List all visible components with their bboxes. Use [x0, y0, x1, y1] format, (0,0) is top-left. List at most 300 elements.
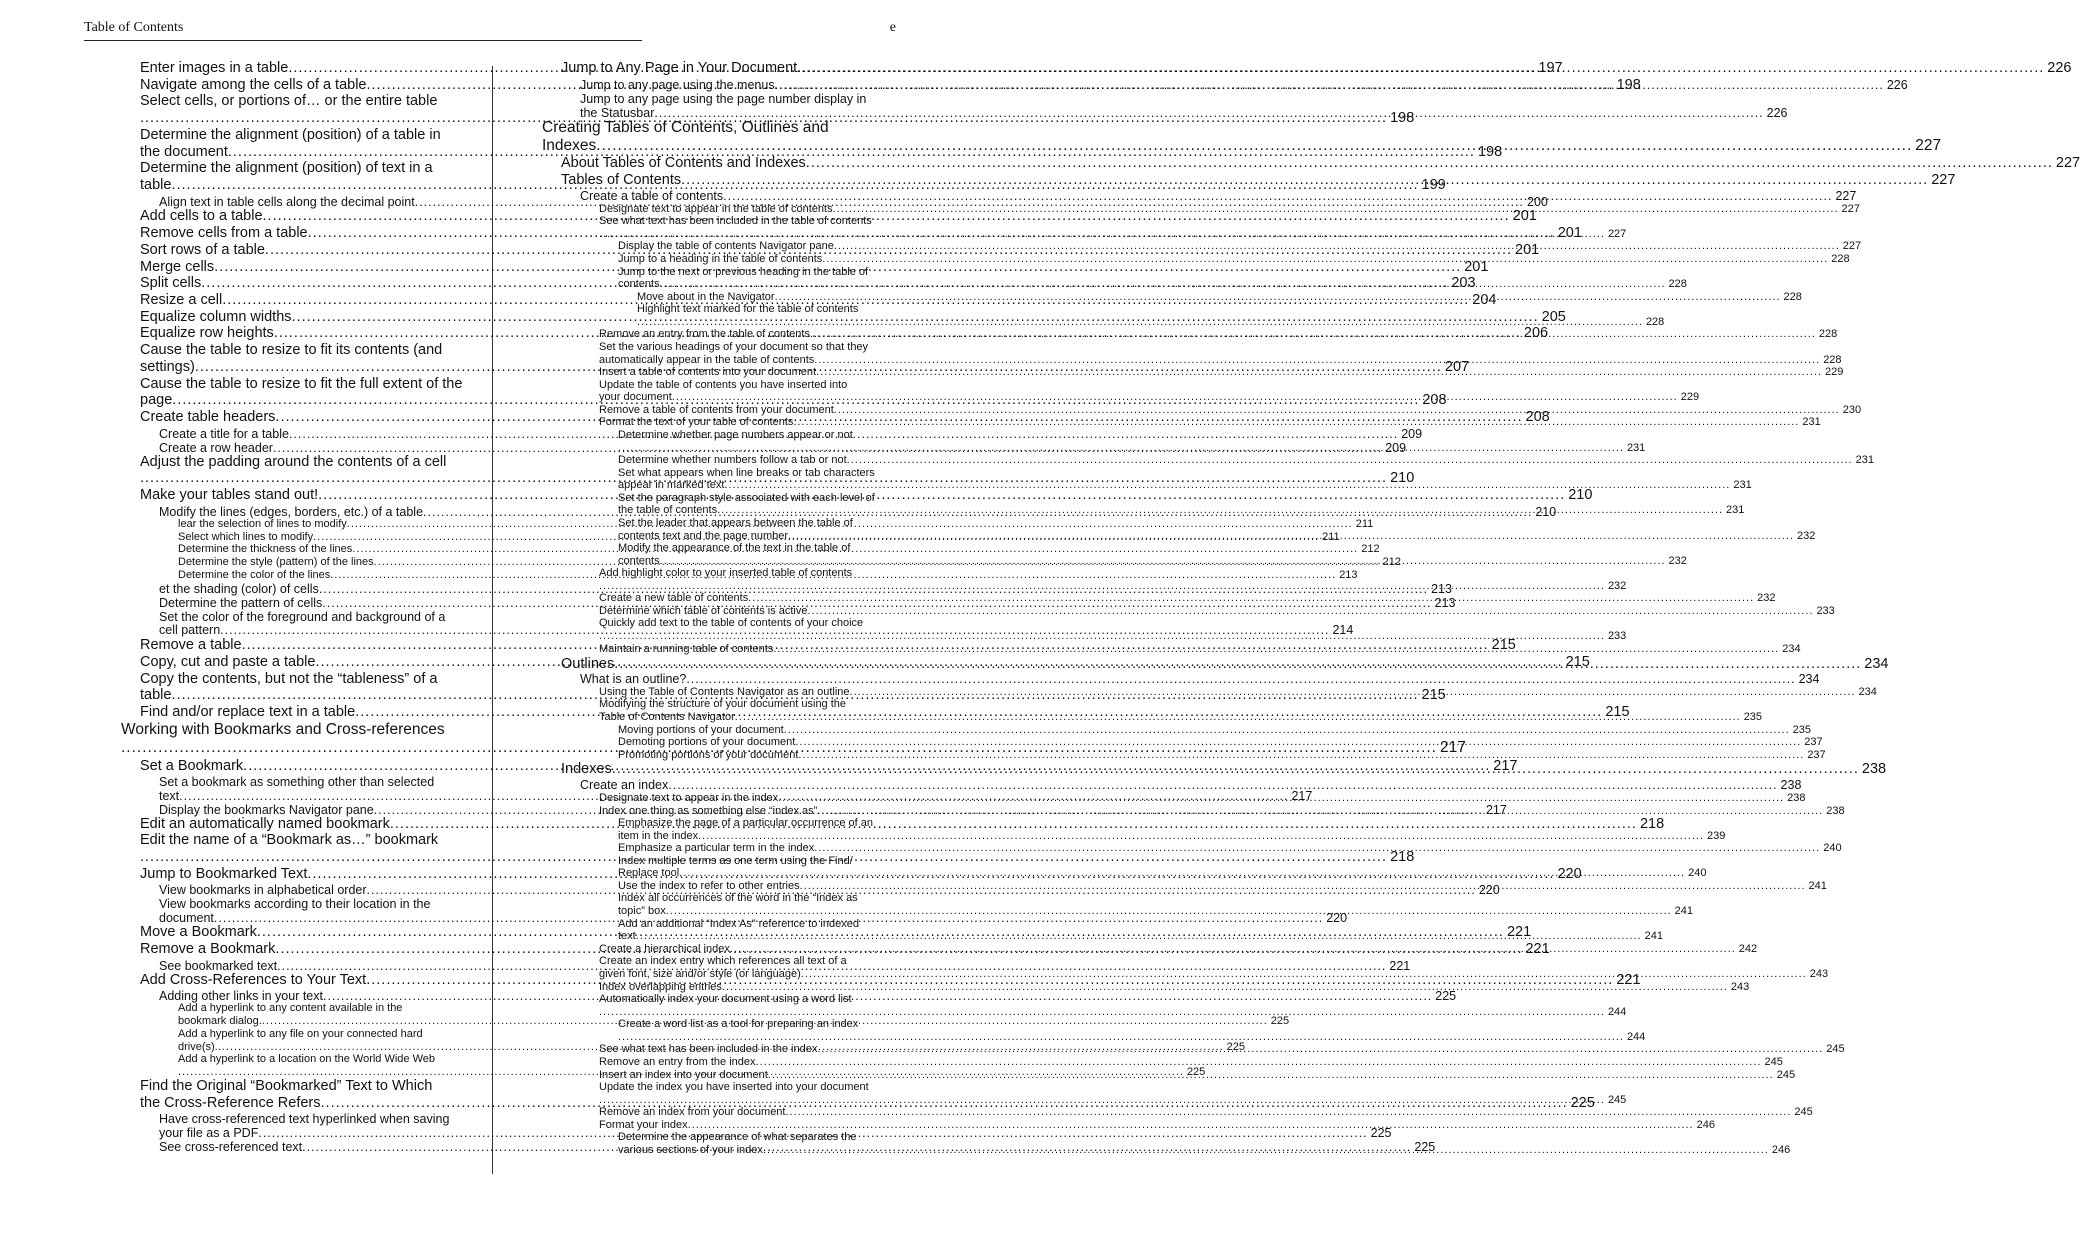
toc-dot-leader: [797, 60, 2044, 76]
toc-entry-title: Determine whether page numbers appear or not: [618, 429, 853, 441]
toc-dot-leader: [612, 761, 1859, 777]
toc-entry[interactable]: [599, 341, 899, 353]
toc-dot-leader: [654, 106, 1763, 120]
toc-page-number: 225: [1270, 1015, 1290, 1027]
toc-entry-title: Determine the style (pattern) of the lines: [178, 556, 374, 568]
toc-entry-title: bookmark dialog.: [178, 1015, 262, 1027]
toc-page-number: 221: [1389, 959, 1411, 973]
toc-dot-leader: [688, 1119, 1694, 1131]
toc-dot-leader: [793, 416, 1799, 428]
toc-entry[interactable]: [140, 1095, 1595, 1111]
toc-entry-title: the Statusbar: [580, 106, 655, 120]
toc-dot-leader: [788, 530, 1794, 542]
toc-entry[interactable]: [618, 1031, 1646, 1043]
toc-entry[interactable]: [140, 832, 478, 848]
toc-dot-leader: [775, 78, 1884, 92]
toc-page-number: 228: [1831, 253, 1850, 265]
toc-dot-leader: [599, 228, 1605, 240]
toc-page-number: 233: [1816, 605, 1835, 617]
toc-entry[interactable]: [159, 775, 478, 789]
toc-dot-leader: [599, 630, 1605, 642]
toc-entry[interactable]: [140, 376, 478, 392]
toc-entry-title: About Tables of Contents and Indexes: [561, 155, 806, 171]
toc-page-number: 221: [1616, 972, 1641, 988]
toc-entry[interactable]: [599, 955, 899, 967]
toc-page-number: 217: [1485, 803, 1507, 817]
toc-dot-leader: [763, 1144, 1769, 1156]
toc-entry-title: Cause the table to resize to fit its contents (and: [140, 342, 443, 358]
toc-page-number: 231: [1626, 442, 1646, 454]
toc-dot-leader: [748, 592, 1754, 604]
toc-page-number: 225: [1414, 1140, 1436, 1154]
toc-page-number: 206: [1523, 325, 1549, 341]
toc-page-number: 241: [1674, 905, 1693, 917]
toc-page-number: 199: [1421, 177, 1446, 193]
toc-entry-title: Move a Bookmark: [140, 924, 257, 940]
toc-entry-title: topic” box: [618, 905, 666, 917]
toc-entry-title: Set the color of the foreground and background of a: [159, 610, 446, 624]
toc-entry-title: Remove a table: [140, 637, 242, 653]
toc-dot-leader: [599, 580, 1605, 592]
toc-entry-title: Format your index: [599, 1119, 688, 1131]
toc-entry[interactable]: [140, 1078, 478, 1094]
toc-dot-leader: [666, 905, 1672, 917]
toc-page-number: 245: [1776, 1069, 1796, 1081]
toc-page-number: 209: [1401, 427, 1423, 441]
toc-page-number: 244: [1607, 1006, 1627, 1018]
toc-entry[interactable]: [542, 119, 899, 137]
toc-entry-title: Determine the pattern of cells: [159, 596, 323, 610]
toc-entry-title: Remove an entry from the table of contents: [599, 328, 810, 340]
toc-page-number: 198: [1390, 110, 1415, 126]
toc-page-number: 244: [1626, 1031, 1646, 1043]
toc-page-number: 226: [1886, 78, 1908, 92]
toc-page-number: 238: [1787, 792, 1806, 804]
toc-entry-title: cell pattern: [159, 623, 221, 637]
toc-entry-title: Modify the appearance of the text in the table of: [618, 542, 851, 554]
toc-page-number: 231: [1855, 454, 1874, 466]
toc-entry-title: Sort rows of a table: [140, 242, 265, 258]
toc-page-number: 238: [1861, 761, 1887, 777]
toc-entry-title: Navigate among the cells of a table: [140, 77, 367, 93]
toc-page-number: 233: [1607, 630, 1627, 642]
toc-entry[interactable]: [618, 542, 899, 554]
toc-entry-title: Select which lines to modify: [178, 531, 314, 543]
toc-entry-title: Replace tool: [618, 867, 680, 879]
toc-entry[interactable]: [618, 1018, 899, 1030]
toc-entry-title: Set the paragraph style associated with each level of: [618, 492, 875, 504]
toc-dot-leader: [817, 805, 1823, 817]
toc-page-number: 211: [1322, 531, 1340, 543]
toc-entry-title: Cause the table to resize to fit the full extent of the: [140, 376, 463, 392]
toc-entry-title: Determine the appearance of what separates the: [618, 1131, 857, 1143]
toc-entry-title: Add a hyperlink to a location on the World Wide Web: [178, 1053, 436, 1065]
toc-page-number: 241: [1808, 880, 1827, 892]
toc-entry-title: Resize a cell: [140, 292, 223, 308]
toc-dot-leader: [756, 1056, 1762, 1068]
toc-entry[interactable]: [618, 918, 899, 930]
toc-dot-leader: [698, 830, 1704, 842]
toc-entry-title: Using the Table of Contents Navigator as an outline: [599, 686, 850, 698]
toc-entry-title: your file as a PDF: [159, 1126, 259, 1140]
toc-dot-leader: [735, 711, 1741, 723]
toc-entry[interactable]: [178, 1053, 478, 1065]
toc-dot-leader: [800, 880, 1806, 892]
toc-entry[interactable]: [159, 610, 478, 624]
toc-page-number: 237: [1804, 736, 1823, 748]
toc-entry-title: Maintain a running table of contents: [599, 643, 774, 655]
toc-page-number: 215: [1605, 704, 1630, 720]
toc-page-number: 198: [1616, 77, 1641, 93]
toc-dot-leader: [798, 749, 1804, 761]
toc-dot-leader: [822, 253, 1828, 265]
toc-entry-title: Tables of Contents: [561, 172, 682, 188]
toc-dot-leader: [668, 778, 1777, 792]
toc-entry[interactable]: [599, 215, 899, 227]
toc-entry[interactable]: [618, 429, 899, 441]
toc-page-number: 208: [1422, 392, 1447, 408]
toc-page-number: 239: [1707, 830, 1726, 842]
toc-dot-leader: [596, 137, 1912, 155]
toc-entry[interactable]: [140, 160, 478, 176]
toc-page-number: 229: [1825, 366, 1844, 378]
toc-dot-leader: [833, 203, 1839, 215]
toc-entry-title: View bookmarks according to their location in the: [159, 897, 431, 911]
toc-entry[interactable]: [159, 582, 1452, 596]
toc-page-number: 234: [1798, 672, 1820, 686]
toc-entry-title: View bookmarks in alphabetical order: [159, 883, 367, 897]
toc-entry[interactable]: [599, 379, 899, 391]
toc-page-number: 210: [1568, 487, 1593, 503]
toc-entry[interactable]: [599, 1119, 1715, 1131]
toc-entry-title: Quickly add text to the table of contents of your choice: [599, 617, 864, 629]
toc-entry-title: Index one thing as something else “index as”: [599, 805, 818, 817]
toc-dot-leader: [801, 968, 1807, 980]
toc-page-number: 212: [1382, 556, 1401, 568]
toc-entry[interactable]: [618, 842, 1842, 854]
toc-dot-leader: [768, 1069, 1774, 1081]
toc-entry-title: Determine which table of contents is active: [599, 605, 808, 617]
toc-entry-title: See what text has been included in the index: [599, 1043, 818, 1055]
toc-entry-title: Display the table of contents Navigator pane: [618, 240, 834, 252]
toc-page-number: 245: [1764, 1056, 1783, 1068]
toc-entry-title: Jump to any page using the page number display in: [580, 92, 867, 106]
toc-entry-title: Copy, cut and paste a table: [140, 654, 316, 670]
toc-entry[interactable]: [618, 724, 1811, 736]
toc-dot-leader: [686, 672, 1795, 686]
toc-entry[interactable]: [618, 749, 1826, 761]
toc-entry[interactable]: [618, 855, 899, 867]
toc-entry-title: Jump to any page using the menus: [580, 78, 775, 92]
toc-entry-title: Jump to a heading in the table of contents: [618, 253, 823, 265]
toc-page-number: 234: [1782, 643, 1801, 655]
toc-entry-title: See bookmarked text: [159, 959, 278, 973]
toc-entry[interactable]: [599, 354, 1842, 366]
toc-page-number: 235: [1792, 724, 1811, 736]
toc-page-number: 198: [1477, 144, 1503, 160]
toc-page-number: 228: [1783, 291, 1802, 303]
toc-page-number: 211: [1355, 518, 1374, 530]
toc-entry-title: Create a word list as a tool for preparing an index: [618, 1018, 859, 1030]
toc-entry-title: Jump to the next or previous heading in the table of: [618, 266, 869, 278]
toc-page-number: 213: [1339, 569, 1358, 581]
toc-entry-title: Create a table of contents: [580, 189, 724, 203]
toc-dot-leader: [817, 1043, 1823, 1055]
toc-entry[interactable]: [599, 981, 1750, 993]
toc-entry[interactable]: [140, 454, 478, 470]
toc-entry-title: Set the leader that appears between the table of: [618, 517, 853, 529]
toc-page-number: 213: [1434, 596, 1456, 610]
toc-dot-leader: [679, 867, 1685, 879]
toc-entry-title: Edit the name of a “Bookmark as…” bookmark: [140, 832, 439, 848]
toc-entry-title: Remove cells from a table: [140, 225, 308, 241]
toc-page-number: 234: [1858, 686, 1877, 698]
toc-dot-leader: [808, 605, 1814, 617]
toc-dot-leader: [599, 1094, 1605, 1106]
running-header-page-mark: e: [889, 20, 896, 35]
toc-entry-title: Emphasize a particular term in the index: [618, 842, 815, 854]
toc-entry[interactable]: [618, 817, 899, 829]
toc-entry-title: given font, size and/or style (or language): [599, 968, 801, 980]
toc-entry[interactable]: [618, 517, 899, 529]
toc-entry[interactable]: [599, 617, 899, 629]
toc-entry-title: Add Cross-References to Your Text: [140, 972, 367, 988]
toc-dot-leader: [814, 354, 1820, 366]
toc-entry-title: Have cross-referenced text hyperlinked when saving: [159, 1112, 450, 1126]
toc-entry[interactable]: [618, 266, 899, 278]
toc-page-number: 227: [1835, 189, 1857, 203]
toc-page-number: 225: [1186, 1066, 1206, 1078]
toc-dot-leader: [834, 404, 1840, 416]
header-rule: [84, 40, 642, 41]
toc-page-number: 207: [1444, 359, 1470, 375]
toc-entry[interactable]: [599, 1006, 1627, 1018]
toc-dot-leader: [778, 792, 1784, 804]
toc-page-number: 209: [1385, 441, 1407, 455]
toc-entry[interactable]: [618, 830, 1726, 842]
toc-dot-leader: [784, 724, 1790, 736]
toc-page-number: 227: [1931, 172, 1956, 188]
toc-entry[interactable]: [599, 698, 899, 710]
toc-entry-title: table: [140, 177, 172, 193]
toc-page-number: 218: [1639, 816, 1665, 832]
toc-page-number: 221: [1506, 924, 1532, 940]
toc-entry[interactable]: [159, 441, 1407, 455]
toc-page-number: 238: [1826, 805, 1845, 817]
toc-entry-title: Set the various headings of your document so that they: [599, 341, 869, 353]
toc-entry[interactable]: [618, 467, 899, 479]
toc-page-number: 218: [1390, 849, 1415, 865]
toc-entry-title: Determine the color of the lines: [178, 569, 331, 581]
toc-page-number: 201: [1557, 225, 1582, 241]
toc-page-number: 243: [1730, 981, 1750, 993]
toc-entry-title: Align text in table cells along the decimal point: [159, 195, 415, 209]
toc-page-number: 214: [1332, 623, 1354, 637]
toc-entry[interactable]: [599, 993, 899, 1005]
toc-entry-title: Set a bookmark as something other than selected: [159, 775, 435, 789]
toc-entry-title: Create a hierarchical index: [599, 943, 730, 955]
toc-page-number: 227: [2055, 155, 2080, 171]
toc-entry-title: Determine the thickness of the lines: [178, 543, 353, 555]
toc-entry-title: the table of contents: [618, 504, 718, 516]
toc-page-number: 228: [1668, 278, 1687, 290]
toc-page-number: 225: [1435, 989, 1457, 1003]
toc-dot-leader: [810, 328, 1816, 340]
toc-entry[interactable]: [618, 1131, 899, 1143]
toc-entry[interactable]: [178, 1028, 478, 1040]
toc-entry[interactable]: [580, 778, 1802, 792]
toc-entry[interactable]: [599, 404, 1862, 416]
toc-entry-title: Create table headers: [140, 409, 276, 425]
toc-entry[interactable]: [159, 1112, 478, 1126]
toc-entry-title: Enter images in a table: [140, 60, 289, 76]
toc-entry-title: Make your tables stand out!: [140, 487, 319, 503]
toc-entry-title: Determine the alignment (position) of text in a: [140, 160, 433, 176]
toc-entry-title: lear the selection of lines to modify: [178, 518, 347, 530]
toc-entry[interactable]: [599, 567, 899, 579]
toc-entry-title: Index all occurrences of the word in the “Index as: [618, 892, 858, 904]
toc-dot-leader: [773, 643, 1779, 655]
toc-page-number: 210: [1390, 470, 1415, 486]
toc-entry-title: Emphasize the page of a particular occurrence of an: [618, 817, 873, 829]
toc-entry[interactable]: [618, 454, 1874, 466]
toc-page-number: 227: [1841, 203, 1860, 215]
toc-entry-title: Update the table of contents you have inserted into: [599, 379, 848, 391]
toc-entry-title: Promoting portions of your document: [618, 749, 799, 761]
toc-page-number: 221: [1525, 941, 1550, 957]
toc-entry-title: Find the Original “Bookmarked” Text to Which: [140, 1078, 433, 1094]
toc-page-number: 220: [1478, 883, 1500, 897]
toc-entry[interactable]: [599, 1106, 1813, 1118]
toc-page-number: 210: [1535, 505, 1557, 519]
toc-entry-title: Display the bookmarks Navigator pane: [159, 803, 374, 817]
toc-dot-leader: [850, 686, 1856, 698]
toc-entry-title: Create a new table of contents: [599, 592, 749, 604]
toc-page-number: 217: [1291, 789, 1313, 803]
toc-page-number: 215: [1565, 654, 1590, 670]
toc-entry-title: Determine whether numbers follow a tab or not: [618, 454, 847, 466]
toc-entry-title: Add a hyperlink to any file on your connected hard: [178, 1028, 423, 1040]
toc-entry-title: Adding other links in your text: [159, 989, 323, 1003]
toc-entry-title: Adjust the padding around the contents of a cell: [140, 454, 447, 470]
toc-dot-leader: [636, 930, 1642, 942]
toc-entry[interactable]: [140, 342, 478, 358]
toc-page-number: 235: [1743, 711, 1763, 723]
toc-entry[interactable]: [178, 1002, 478, 1014]
toc-entry-title: Creating Tables of Contents, Outlines and: [542, 119, 829, 136]
toc-entry[interactable]: [140, 671, 478, 687]
toc-page-number: 245: [1794, 1106, 1813, 1118]
toc-dot-leader: [806, 155, 2053, 171]
toc-entry[interactable]: [580, 92, 899, 106]
toc-dot-leader: [816, 366, 1822, 378]
toc-entry[interactable]: [599, 605, 1835, 617]
toc-entry[interactable]: [618, 479, 1752, 491]
toc-entry-title: automatically appear in the table of contents: [599, 354, 815, 366]
toc-page-number: 228: [1645, 316, 1665, 328]
toc-entry[interactable]: [618, 905, 1693, 917]
toc-entry-title: Designate text to appear in the index: [599, 792, 779, 804]
toc-entry-title: et the shading (color) of cells: [159, 582, 319, 596]
toc-dot-leader: [724, 479, 1730, 491]
toc-dot-leader: [795, 736, 1801, 748]
toc-entry-title: Add a hyperlink to any content available in the: [178, 1002, 403, 1014]
toc-page-number: 227: [1607, 228, 1627, 240]
toc-entry-title: contents: [618, 555, 660, 567]
toc-entry-title: Working with Bookmarks and Cross-references: [121, 721, 445, 738]
toc-page-number: 232: [1796, 530, 1816, 542]
toc-page-number: 215: [1491, 637, 1516, 653]
toc-entry-title: appear in marked text: [618, 479, 725, 491]
toc-entry-title: Set what appears when line breaks or tab characters: [618, 467, 875, 479]
toc-entry[interactable]: [121, 721, 478, 739]
toc-entry-title: Index multiple terms as one term using the Find/: [618, 855, 853, 867]
toc-entry[interactable]: [159, 897, 478, 911]
toc-entry[interactable]: [599, 1056, 1783, 1068]
toc-entry[interactable]: [618, 253, 1850, 265]
toc-entry[interactable]: [618, 892, 899, 904]
toc-entry-title: Find and/or replace text in a table: [140, 704, 356, 720]
toc-entry-title: Remove an index from your document: [599, 1106, 786, 1118]
toc-page-number: 200: [1527, 195, 1548, 209]
toc-entry-title: Equalize row heights: [140, 325, 274, 341]
toc-entry-title: Insert a table of contents into your document: [599, 366, 817, 378]
toc-entry[interactable]: [599, 1081, 899, 1093]
toc-entry[interactable]: [618, 492, 899, 504]
toc-page-number: 243: [1809, 968, 1829, 980]
toc-entry-title: text: [159, 789, 180, 803]
toc-entry-title: Copy the contents, but not the “tableness” of a: [140, 671, 438, 687]
toc-entry-title: the Cross-Reference Refers: [140, 1095, 321, 1111]
toc-entry-title: Outlines: [561, 656, 615, 672]
toc-entry[interactable]: [140, 93, 478, 109]
toc-entry-title: Remove a table of contents from your document: [599, 404, 834, 416]
toc-entry[interactable]: [599, 203, 1860, 215]
toc-entry[interactable]: [637, 303, 899, 315]
toc-page-number: 201: [1515, 242, 1540, 258]
toc-entry-title: Jump to Any Page in Your Document: [561, 60, 798, 76]
toc-page-number: 220: [1557, 866, 1582, 882]
toc-entry-title: Edit an automatically named bookmark: [140, 816, 390, 832]
toc-entry[interactable]: [580, 672, 1820, 686]
toc-entry-title: Move about in the Navigator: [637, 291, 775, 303]
toc-entry-title: document: [159, 911, 214, 925]
toc-page-number: 245: [1826, 1043, 1845, 1055]
toc-dot-leader: [660, 278, 1666, 290]
toc-dot-leader: [660, 555, 1666, 567]
toc-page-number: 228: [1823, 354, 1842, 366]
toc-page-number: 242: [1738, 943, 1758, 955]
toc-entry-title: What is an outline?: [580, 672, 687, 686]
toc-entry-title: Select cells, or portions of… or the entire table: [140, 93, 438, 109]
toc-page-number: 238: [1780, 778, 1802, 792]
toc-entry-title: Equalize column widths: [140, 309, 292, 325]
toc-entry-title: the document: [140, 144, 228, 160]
toc-entry-title: Update the index you have inserted into your document: [599, 1081, 869, 1093]
toc-entry-title: text: [618, 930, 636, 942]
toc-page-number: 228: [1818, 328, 1838, 340]
toc-page-number: 226: [1766, 106, 1788, 120]
toc-page-number: 215: [1421, 687, 1446, 703]
toc-entry-title: Create an index: [580, 778, 669, 792]
toc-entry[interactable]: [140, 225, 1582, 241]
toc-entry[interactable]: [140, 127, 478, 143]
toc-entry[interactable]: [561, 155, 2080, 171]
toc-page-number: 217: [1440, 739, 1466, 756]
toc-page-number: 225: [1370, 1126, 1392, 1140]
toc-page-number: 241: [1644, 930, 1664, 942]
toc-entry-title: Automatically index your document using a word list: [599, 993, 852, 1005]
